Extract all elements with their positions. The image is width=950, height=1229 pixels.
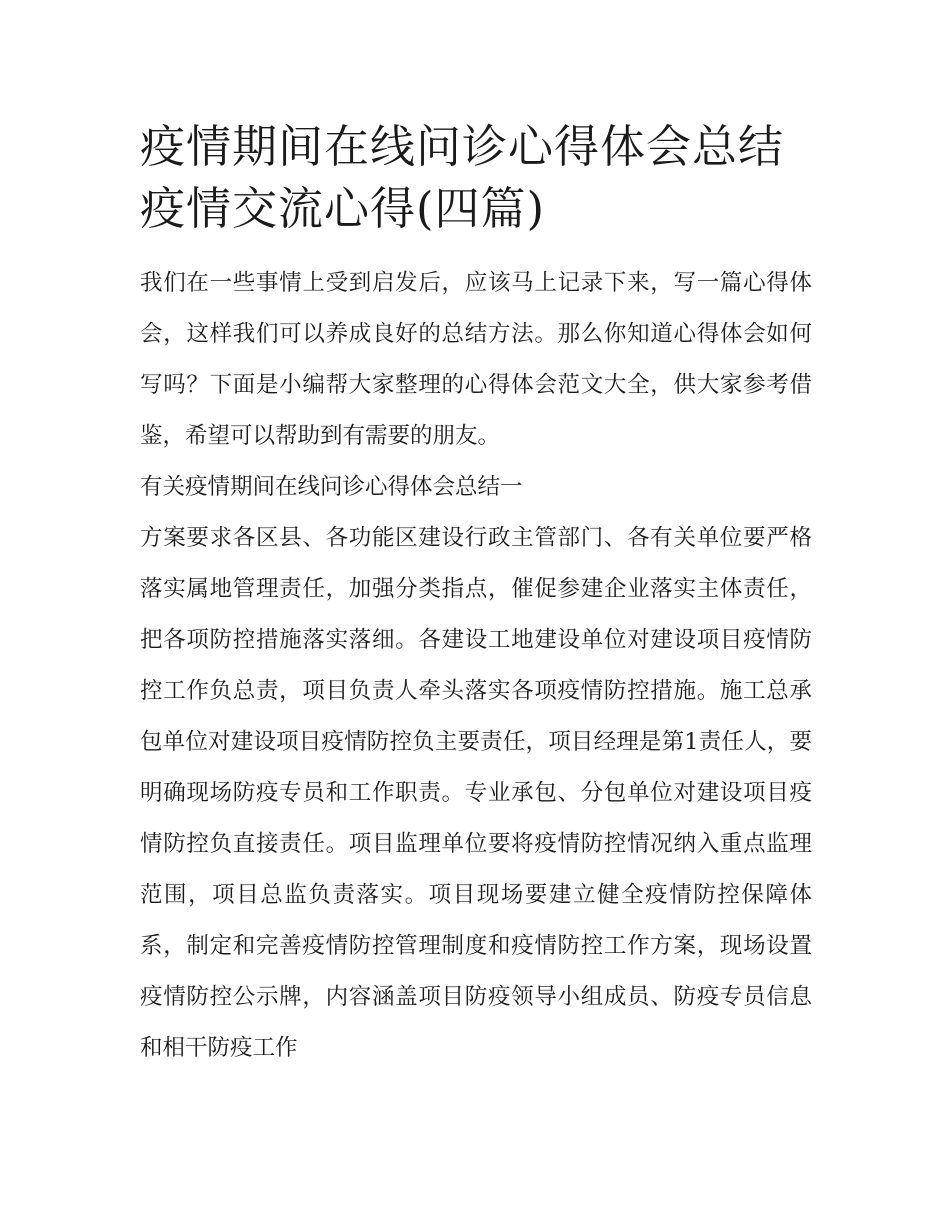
intro-paragraph: 我们在一些事情上受到启发后，应该马上记录下来，写一篇心得体会，这样我们可以养成良好的总结方法。那么你知道心得体会如何写吗？下面是小编帮大家整理的心得体会范文大全，供大家参考借鉴，希望可以帮助到有需要的朋友。	[140, 270, 812, 449]
section-body-paragraph: 方案要求各区县、各功能区建设行政主管部门、各有关单位要严格落实属地管理责任，加强分类指点，催促参建企业落实主体责任，把各项防控措施落实落细。各建设工地建设单位对建设项目疫情防控工作负总责，项目负责人牵头落实各项疫情防控措施。施工总承包单位对建设项目疫情防控负主要责任，项目经理是第1责任人，要明确现场防疫专员和工作职责。专业承包、分包单位对建设项目疫情防控负直接责任。项目监理单位要将疫情防控情况纳入重点监理范围，项目总监负责落实。项目现场要建立健全疫情防控保障体系，制定和完善疫情防控管理制度和疫情防控工作方案，现场设置疫情防控公示牌，内容涵盖项目防疫领导小组成员、防疫专员信息和相干防疫工作	[140, 525, 812, 1061]
section-heading: 有关疫情期间在线问诊心得体会总结一	[140, 474, 523, 500]
document-content	[140, 116, 812, 1074]
document-title: 疫情期间在线问诊心得体会总结 疫情交流心得(四篇)	[140, 120, 785, 235]
